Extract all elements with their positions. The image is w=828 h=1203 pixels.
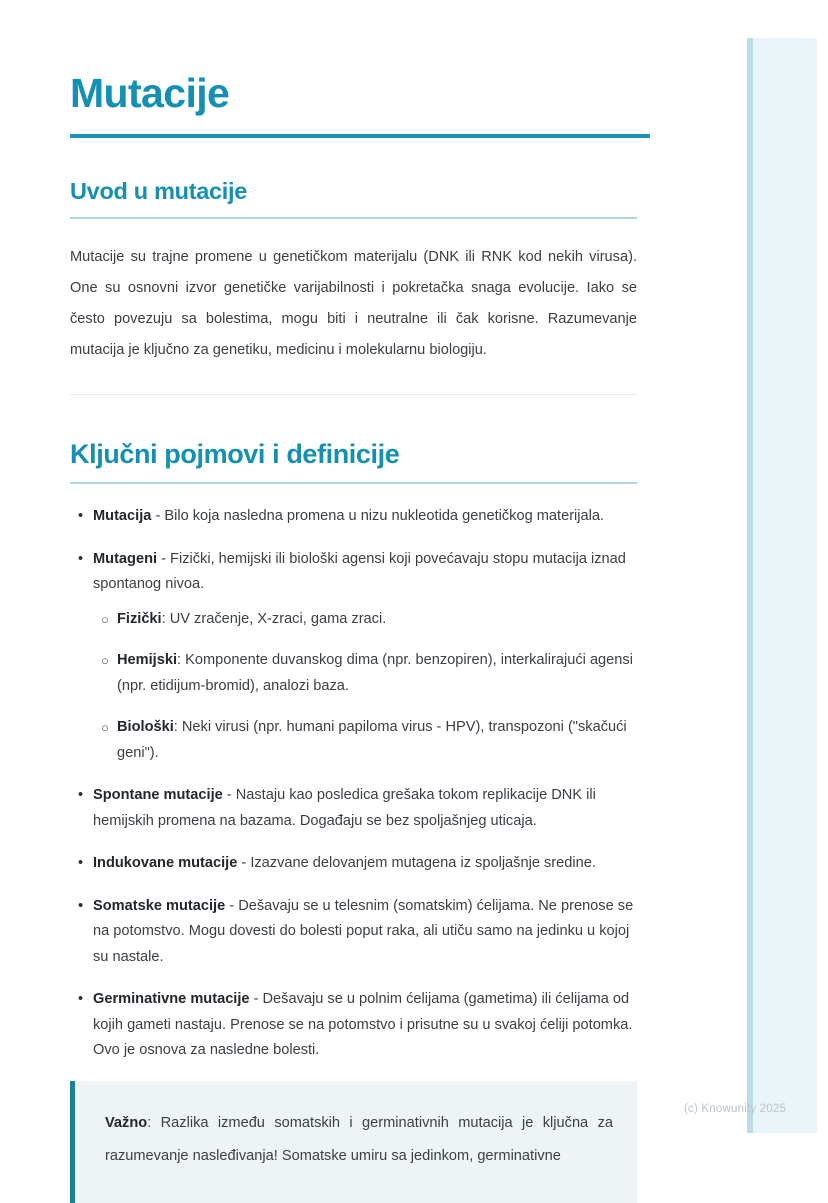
sub-bullet-icon: ○: [101, 720, 109, 736]
term-label: Germinativne mutacije: [93, 991, 250, 1008]
list-item: [93, 607, 637, 633]
term-text: - Dešavaju se u polnim ćelijama (gametima) ili ćelijama od kojih gameti nastaju. Prenose se na potomstvo i prisutne su u svakoj ćeliji potomka. Ovo je osnova za nasledne bolesti.: [93, 991, 633, 1059]
term-label: Mutacija: [93, 508, 152, 525]
section-heading-terms: Ključni pojmovi i definicije: [70, 439, 400, 470]
bullet-icon: •: [78, 855, 84, 872]
bullet-icon: •: [78, 550, 84, 567]
term-label: Somatske mutacije: [93, 897, 226, 914]
watermark: (c) Knowunity 2025: [684, 1103, 787, 1115]
list-item: [93, 715, 637, 766]
mutagens-sublist: [93, 598, 637, 767]
list-item: [70, 547, 637, 767]
list-item: [70, 504, 637, 530]
right-decorative-strip-edge: [747, 38, 753, 1133]
subterm-text: : Komponente duvanskog dima (npr. benzopiren), interkalirajući agensi (npr. etidijum-bromid), analozi baza.: [117, 652, 633, 694]
important-callout: [70, 1081, 637, 1203]
list-item: [93, 648, 637, 699]
term-text: - Nastaju kao posledica grešaka tokom replikacije DNK ili hemijskih promena na bazama. Događaju se bez spoljašnjeg uticaja.: [93, 787, 596, 829]
callout-text: : Razlika između somatskih i germinativnih mutacija je ključna za razumevanje nasleđivanja! Somatske umiru sa jedinkom, germinativne: [105, 1114, 613, 1164]
sub-bullet-icon: ○: [101, 653, 109, 669]
terms-list: [70, 484, 637, 1064]
bullet-icon: •: [78, 897, 84, 914]
subterm-text: : UV zračenje, X-zraci, gama zraci.: [161, 610, 387, 627]
sub-bullet-icon: ○: [101, 611, 109, 627]
term-text: - Fizički, hemijski ili biološki agensi koji povećavaju stopu mutacija iznad spontanog nivoa.: [93, 550, 626, 593]
term-label: Mutageni: [93, 550, 158, 567]
subterm-label: Fizički: [117, 610, 162, 627]
list-item: [70, 851, 637, 877]
term-text: - Bilo koja nasledna promena u nizu nukleotida genetičkog materijala.: [151, 508, 605, 525]
bullet-icon: •: [78, 787, 84, 804]
list-item: [70, 987, 637, 1064]
callout-label: Važno: [105, 1114, 148, 1131]
bullet-icon: •: [78, 991, 84, 1008]
document-content: [70, 0, 637, 1203]
subterm-label: Hemijski: [117, 652, 178, 669]
term-label: Spontane mutacije: [93, 787, 223, 804]
page-title: Mutacije: [70, 70, 230, 116]
subterm-text: : Neki virusi (npr. humani papiloma virus - HPV), transpozoni ("skačući geni").: [117, 719, 627, 761]
right-decorative-strip: [747, 38, 817, 1133]
term-text: - Dešavaju se u telesnim (somatskim) ćelijama. Ne prenose se na potomstvo. Mogu dovesti do bolesti poput raka, ali utiču samo na jedinku u kojoj su nastale.: [93, 897, 634, 965]
list-item: [70, 894, 637, 971]
list-item: [70, 783, 637, 834]
section-heading-intro: Uvod u mutacije: [70, 178, 248, 205]
term-label: Indukovane mutacije: [93, 855, 238, 872]
intro-paragraph: Mutacije su trajne promene u genetičkom materijalu (DNK ili RNK kod nekih virusa). One su osnovni izvor genetičke varijabilnosti i pokretačka snaga evolucije. Iako se često povezuju sa bolestima, mogu biti i neutralne ili čak korisne. Razumevanje mutacija je ključno za genetiku, medicinu i molekularnu biologiju.: [70, 249, 637, 359]
bullet-icon: •: [78, 508, 84, 525]
term-text: - Izazvane delovanjem mutagena iz spoljašnje sredine.: [237, 855, 596, 872]
subterm-label: Biološki: [117, 719, 174, 736]
